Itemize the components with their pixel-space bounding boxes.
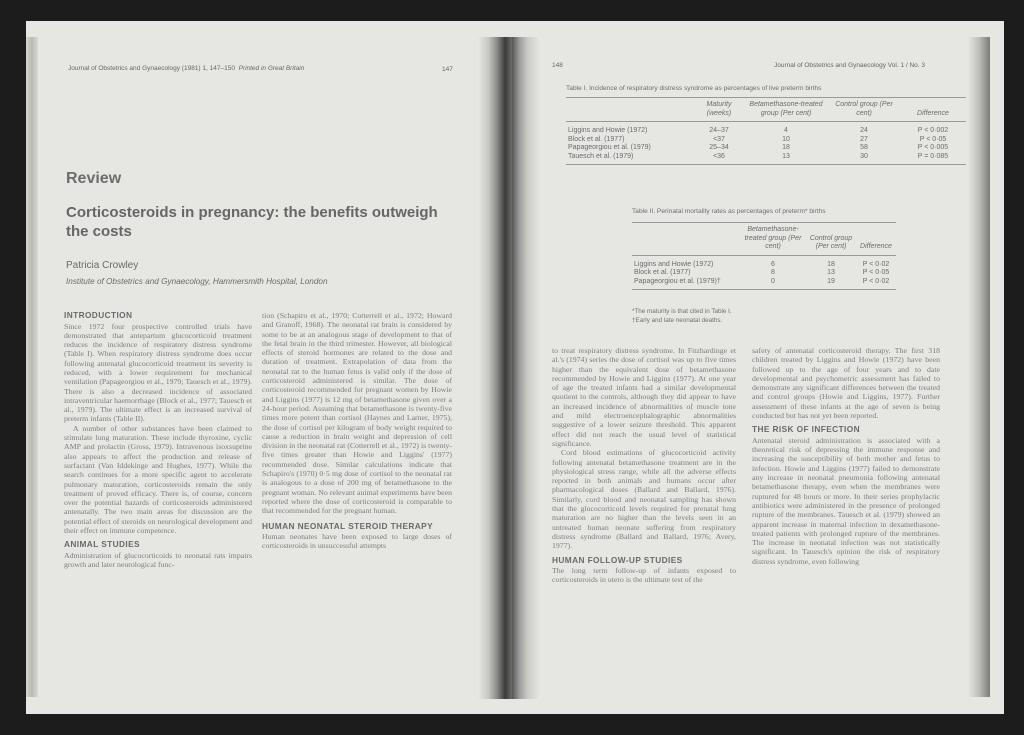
table-cell: 18 <box>782 144 790 151</box>
table-cell: Papageorgiou et al. (1979)† <box>634 277 721 285</box>
heading-introduction: INTRODUCTION <box>64 310 133 320</box>
table-cell: Block et al. (1977) <box>634 269 691 276</box>
right-page <box>512 21 1004 714</box>
table-cell: 58 <box>860 144 868 151</box>
table-cell: Liggins and Howie (1972) <box>634 260 714 268</box>
heading-neonatal-therapy: HUMAN NEONATAL STEROID THERAPY <box>262 520 434 531</box>
page-number-right: 148 <box>552 62 563 69</box>
institution: Institute of Obstetrics and Gynaecology, Hammersmith Hospital, London <box>66 277 328 286</box>
paragraph: Administration of glucocorticoids to neonatal rats impairs growth and later neurological func- <box>64 550 252 570</box>
table2-footnotes <box>632 308 732 325</box>
table-cell: P < 0·002 <box>917 127 949 134</box>
table-cell: P < 0·05 <box>919 135 947 143</box>
table-cell: 4 <box>784 127 788 134</box>
table-cell: <36 <box>713 152 725 160</box>
table-row <box>566 136 966 145</box>
table1-header <box>566 98 694 122</box>
table2-caption: Table II. Perinatal mortality rates as percentages of preterm* births <box>632 208 826 215</box>
table-rds-incidence <box>566 97 966 165</box>
table-cell: 18 <box>827 260 835 268</box>
heading-infection-risk: THE RISK OF INFECTION <box>752 424 860 435</box>
paragraph: Cord blood estimations of glucocorticoid activity following antenatal betamethasone treatment are in the physiological stress range, while all the adverse effects reported in both animals and humans occur after pharmacological doses (Ballard and Ballard, 1976). Similarly, cord blood and neonatal sampling has shown that the glucocorticoid levels required for prenatal lung maturation are no higher than the levels seen in an untreated human neonate suffering from respiratory distress syndrome (Ballard and Ballard, 1976; Avery, 1977). <box>552 448 736 551</box>
table-cell: 6 <box>771 260 775 268</box>
table-perinatal-mortality <box>632 222 896 290</box>
table2-header: Betamethasone-treated group (Per cent) <box>740 223 806 256</box>
running-head-left: Journal of Obstetrics and Gynaecology (1981) 1, 147–150 Printed in Great Britain <box>68 65 305 72</box>
table1-caption: Table I. Incidence of respiratory distress syndrome as percentages of live preterm births <box>566 85 822 92</box>
table-cell: 13 <box>782 152 790 160</box>
table-cell: 25–34 <box>709 144 729 151</box>
journal-spread <box>26 21 1004 714</box>
spine-shadow-left <box>478 37 512 699</box>
table2-note: †Early and late neonatal deaths. <box>632 316 723 324</box>
table-cell: P < 0·02 <box>862 260 890 268</box>
table-cell: Papageorgiou et al. (1979) <box>568 144 651 151</box>
table1-header: Betamethasone-treated group (Per cent) <box>744 98 828 122</box>
paragraph: Antenatal steroid administration is associated with a theoretical risk of depressing the immune response and increasing the susceptibility of both mother and fetus to infection. Howie and Liggins (1977) failed to demonstrate any increase in neonatal pneumonia following antenatal betamethasone therapy, even when the membranes were ruptured for 48 hours or more. In their series prophylactic antibiotics were administered in the presence of prolonged rupture of the membranes. Tauesch et al. (1979) showed an apparent increase in maternal infection in dexamethasone-treated patients with prolonged rupture of the membranes. The increase in neonatal infection was not statistically significant. In Tauesch's opinion the risk of respiratory distress syndrome, even following <box>752 435 940 566</box>
table-cell: 13 <box>827 269 835 276</box>
right-page-edge <box>968 37 990 697</box>
table2-header: Difference <box>856 223 896 256</box>
table1-header: Difference <box>900 98 966 122</box>
heading-follow-up: HUMAN FOLLOW-UP STUDIES <box>552 554 683 565</box>
table-cell: P < 0·02 <box>862 277 890 285</box>
table-cell: Liggins and Howie (1972) <box>568 127 648 134</box>
left-column-2 <box>262 311 452 551</box>
right-column-1 <box>552 346 736 585</box>
running-head-right: Journal of Obstetrics and Gynaecology Vol. 1 / No. 3 <box>774 62 926 69</box>
paragraph: Since 1972 four prospective controlled trials have demonstrated that antepartum glucocorticoid treatment reduces the incidence of respiratory distress syndrome (Table I). When respiratory distress syndrome does occur following antenatal glucocorticoid treatment its severity is reduced, with a lower requirement for mechanical ventilation (Papageorgiou et al., 1979; Tauesch et al., 1979). There is also a decreased incidence of associated intraventricular haemorrhage (Block et al., 1977; Tauesch et al., 1979). The ultimate effect is an increased survival of preterm infants (Table II). <box>64 321 252 424</box>
table1-header: Maturity (weeks) <box>694 98 744 122</box>
table-cell: 27 <box>860 135 868 143</box>
paragraph: A number of other substances have been claimed to stimulate lung maturation. These include thyroxine, cyclic AMP and prolactin (Gross, 1979). Intravenous isoxsuprine also appears to affect the production and release of surfactant (Van Iddekinge and Hughes, 1977). While the search continues for a more specific agent to accelerate pulmonary maturation, corticosteroids remain the only treatment of proved efficacy. There is, of course, concern over the potential hazards of corticosteroids administered antenatally. The two main areas for discussion are the potential effect of steroids on neurological development and their effect on immune competence. <box>64 423 252 536</box>
author: Patricia Crowley <box>66 260 139 271</box>
section-label: Review <box>66 170 122 187</box>
table-cell: 30 <box>860 152 868 160</box>
table-cell: 10 <box>782 135 790 143</box>
paragraph: The long term follow-up of infants exposed to corticosteroids in utero is the ultimate test of the <box>552 566 736 585</box>
table-cell: 24 <box>860 127 868 134</box>
table-row <box>566 122 966 136</box>
table-cell: 24–37 <box>709 127 729 134</box>
table-cell: P = 0·085 <box>917 152 949 160</box>
paragraph: safety of antenatal corticosteroid therapy. The first 318 children treated by Liggins and Howie (1972) have been followed up to the age of four years and to date developmental and psychometric assessment has failed to demonstrate any significant differences between the treated and control groups (Howie and Liggins, 1977). Further assessment of these infants at the age of seven is being conducted but has not yet been reported. <box>752 346 940 421</box>
table-cell: P < 0·05 <box>862 269 890 276</box>
page-number-left: 147 <box>442 66 453 73</box>
table-cell: P < 0·005 <box>917 144 949 151</box>
table-row <box>566 144 966 153</box>
left-page <box>26 21 512 714</box>
article-title: Corticosteroids in pregnancy: the benefits outweigh the costs <box>66 204 438 240</box>
left-column-1 <box>64 308 252 569</box>
table-row <box>632 278 896 290</box>
table-row <box>566 153 966 165</box>
table-cell: 0 <box>771 277 775 285</box>
table-row <box>632 255 896 269</box>
left-page-edge <box>26 37 38 697</box>
right-column-2 <box>752 346 940 566</box>
table-cell: 19 <box>827 277 835 285</box>
table1-header: Control group (Per cent) <box>828 98 900 122</box>
table-cell: <37 <box>713 135 725 143</box>
table-row <box>632 269 896 278</box>
paragraph: tion (Schapiro et al., 1970; Cotterrell et al., 1972; Howard and Granoff, 1968). The neonatal rat brain is considered by some to be at an analogous stage of development to that of the fetal brain in the third trimester. However, all biological effects of steroid hormones are related to the dose and duration of treatment. Extrapolation of data from the neonatal rat to the human fetus is valid only if the dose of corticosteroid administered is similar. The dose of corticosteroid recommended for pregnant women by Howie and Liggins (1977) is 12 mg of betamethasone given over a 24-hour period. Assuming that betamethasone is twenty-five times more potent than cortisol (Haynes and Larner, 1975), the dose of cortisol per kilogram of body weight required to cause a reduction in brain weight and depression of cell division in the neonatal rat (Cotterrell et al., 1972) is twenty-five times greater than Howie and Liggins' (1977) recommended dose. Similar calculations indicate that Schapiro's (1970) 0·5 mg dose of cortisol to the neonatal rat is analogous to a dose of 200 mg of betamethasone to the pregnant woman. No relevant animal experiments have been reported where the dose of corticosteroid is comparable to that recommended for the pregnant human. <box>262 311 452 516</box>
table2-note: *The maturity is that cited in Table I. <box>632 308 732 315</box>
table-cell: 8 <box>771 269 775 276</box>
table-cell: Tauesch et al. (1979) <box>568 152 634 160</box>
spine-shadow-right <box>512 37 540 699</box>
table-cell: Block et al. (1977) <box>568 135 625 143</box>
table2-header <box>632 223 740 256</box>
heading-animal-studies: ANIMAL STUDIES <box>64 539 140 550</box>
paragraph: Human neonates have been exposed to large doses of corticosteroids in unsuccessful attempts <box>262 532 452 551</box>
table2-header: Control group (Per cent) <box>806 223 856 256</box>
paragraph: to treat respiratory distress syndrome. In Fitzhardinge et al.'s (1974) series the dose of cortisol was up to five times higher than the equivalent dose of betamethasone recommended by Howie and Liggins (1977). At one year of age the treated infants had a similar developmental quotient to the controls, although they did appear to have an increased incidence of abnormalities of muscle tone and mild electroencephalographic abnormalities suggestive of a lower seizure threshold. This apparent effect did not reach the usual level of statistical significance. <box>552 346 736 448</box>
